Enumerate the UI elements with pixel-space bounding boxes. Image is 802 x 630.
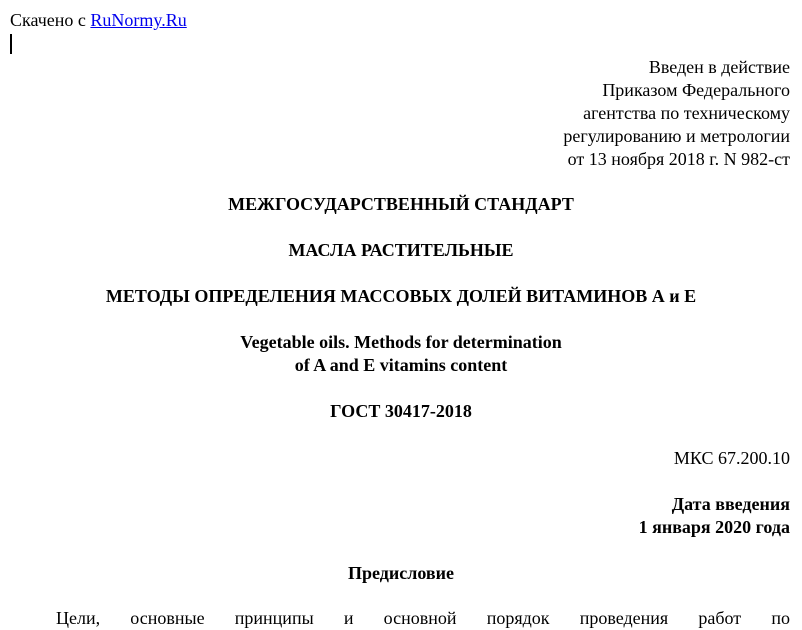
enactment-line: агентства по техническому — [583, 103, 790, 123]
intro-date-value: 1 января 2020 года — [638, 517, 790, 537]
enactment-line: регулированию и метрологии — [563, 126, 790, 146]
title-en-line-2: of A and E vitamins content — [294, 355, 508, 375]
mks-code: МКС 67.200.10 — [673, 448, 790, 468]
standard-type-heading: МЕЖГОСУДАРСТВЕННЫЙ СТАНДАРТ — [228, 194, 574, 214]
intro-date-label: Дата введения — [671, 494, 790, 514]
title-ru-line-2: МЕТОДЫ ОПРЕДЕЛЕНИЯ МАССОВЫХ ДОЛЕЙ ВИТАМИНОВ А и Е — [105, 286, 697, 306]
download-prefix: Скачено с — [10, 10, 91, 30]
enactment-line: Приказом Федерального — [602, 80, 790, 100]
text-cursor — [10, 34, 12, 54]
preface-paragraph-first-line: Цели, основные принципы и основной порядок проведения работ по — [56, 608, 790, 628]
preface-heading: Предисловие — [348, 563, 454, 583]
gost-number: ГОСТ 30417-2018 — [330, 401, 472, 421]
title-en-line-1: Vegetable oils. Methods for determination — [240, 332, 562, 352]
enactment-block — [563, 56, 790, 171]
enactment-line: от 13 ноября 2018 г. N 982-ст — [567, 149, 790, 169]
enactment-line: Введен в действие — [648, 57, 790, 77]
title-ru-line-1: МАСЛА РАСТИТЕЛЬНЫЕ — [288, 240, 514, 260]
download-source-line — [10, 9, 187, 32]
runormy-link[interactable]: RuNormy.Ru — [90, 10, 187, 30]
